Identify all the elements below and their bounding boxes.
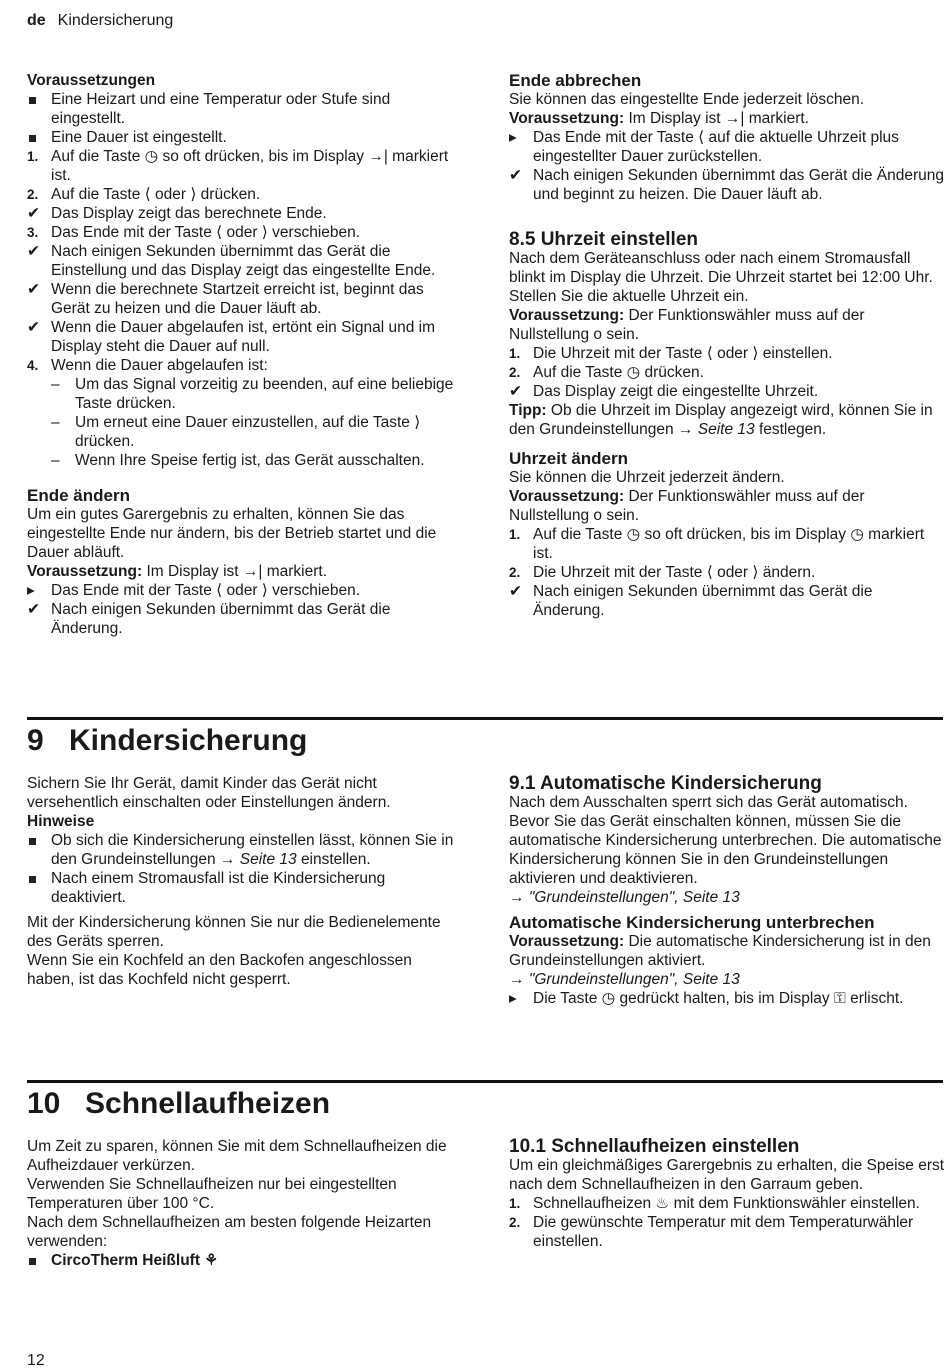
step-3: 3. Das Ende mit der Taste ⟨ oder ⟩ verschieben. [27,224,361,241]
ende-abbrechen-intro: Sie können das eingestellte Ende jederzeit löschen. [509,91,865,108]
sub-item: – Um erneut eine Dauer einzustellen, auf die Taste ⟩ drücken. [51,414,421,450]
ch9-intro: Sichern Sie Ihr Gerät, damit Kinder das Gerät nicht versehentlich einschalten oder Einstellungen ändern. [27,775,391,811]
check-icon: ✔ [509,583,522,600]
ch9-paragraph: Wenn Sie ein Kochfeld an den Backofen angeschlossen haben, ist das Kochfeld nicht gesperrt. [27,952,412,988]
check-icon: ✔ [27,281,40,298]
chapter-divider [27,1080,943,1083]
page-header [27,12,173,30]
page-link[interactable]: "Grundeinstellungen", Seite 13 [528,971,740,988]
list-item: CircoTherm Heißluft ⚘ [27,1251,463,1270]
ch9-left-column [27,774,463,989]
chapter-10-title: 10 Schnellaufheizen [27,1087,331,1120]
uhrzeit-aendern-req: Voraussetzung: Der Funktionswähler muss auf der Nullstellung o sein. [509,488,865,524]
check-icon: ✔ [509,383,522,400]
ende-aendern-intro: Um ein gutes Garergebnis zu erhalten, können Sie das eingestellte Ende nur ändern, bis der Betrieb startet und die Dauer abläuft. [27,506,437,561]
ch9-right-column [509,774,945,1008]
action-item: ▸ Die Taste ◷ gedrückt halten, bis im Display ⚿ erlischt. [509,990,904,1007]
ch10-right-column [509,1137,945,1251]
uhrzeit-tip: Tipp: Ob die Uhrzeit im Display angezeigt wird, können Sie in den Grundeinstellungen → Seite 13 festlegen. [509,402,933,438]
ende-abbrechen-heading: Ende abbrechen [509,71,642,90]
step-1: 1. Schnellaufheizen ♨ mit dem Funktionswähler einstellen. [509,1195,920,1212]
section-link: → "Grundeinstellungen", Seite 13 [509,971,740,988]
unterbrechen-req: Voraussetzung: Die automatische Kindersicherung ist in den Grundeinstellungen aktiviert. [509,933,931,969]
step-2: 2. Auf die Taste ⟨ oder ⟩ drücken. [27,186,261,203]
result-item: ✔ Das Display zeigt das berechnete Ende. [27,205,327,222]
section-9-1-heading: 9.1 Automatische Kindersicherung [509,773,822,794]
ch9-paragraph: Mit der Kindersicherung können Sie nur die Bedienelemente des Geräts sperren. [27,914,441,950]
triangle-icon: ▸ [509,129,517,146]
right-top-column [509,71,945,620]
action-item: ▸ Das Ende mit der Taste ⟨ auf die aktuelle Uhrzeit plus eingestellter Dauer zurückstellen. [509,129,899,165]
section-9-1-text: Nach dem Ausschalten sperrt sich das Gerät automatisch. Bevor Sie das Gerät einschalten können, müssen Sie die automatische Kindersicherung unterbrechen. Die automatische Kindersicherung können Sie in den Grundeinstellungen aktivieren und deaktivieren. [509,794,942,887]
ende-aendern-req: Voraussetzung: Im Display ist →| markiert. [27,563,328,580]
result-item: ✔ Nach einigen Sekunden übernimmt das Gerät die Änderung und beginnt zu heizen. Die Dauer läuft ab. [509,167,945,203]
triangle-icon: ▸ [27,582,35,599]
step-2: 2. Die Uhrzeit mit der Taste ⟨ oder ⟩ ändern. [509,564,816,581]
uhrzeit-aendern-intro: Sie können die Uhrzeit jederzeit ändern. [509,469,785,486]
list-item: Eine Dauer ist eingestellt. [27,128,463,147]
ch10-paragraph: Um Zeit zu sparen, können Sie mit dem Schnellaufheizen die Aufheizdauer verkürzen. [27,1138,447,1174]
sub-item: – Um das Signal vorzeitig zu beenden, auf eine beliebige Taste drücken. [51,376,454,412]
result-item: ✔ Nach einigen Sekunden übernimmt das Gerät die Einstellung und das Display zeigt das eingestellte Ende. [27,243,436,279]
chapter-9-title: 9 Kindersicherung [27,724,308,757]
step-1: 1. Auf die Taste ◷ so oft drücken, bis im Display ◷ markiert ist. [509,526,925,562]
unterbrechen-heading: Automatische Kindersicherung unterbrechen [509,913,875,932]
list-item: Eine Heizart und eine Temperatur oder Stufe sind eingestellt. [27,90,463,128]
language-tag: de [27,12,46,29]
list-item: Nach einem Stromausfall ist die Kindersicherung deaktiviert. [27,869,463,907]
result-item: ✔ Wenn die berechnete Startzeit erreicht ist, beginnt das Gerät zu heizen und die Dauer läuft ab. [27,281,424,317]
sub-item: – Wenn Ihre Speise fertig ist, das Gerät ausschalten. [51,452,425,469]
ch10-left-column [27,1137,463,1270]
step-2: 2. Die gewünschte Temperatur mit dem Temperaturwähler einstellen. [509,1214,914,1250]
section-10-1-text: Um ein gleichmäßiges Garergebnis zu erhalten, die Speise erst nach dem Schnellaufheizen in den Garraum geben. [509,1157,945,1193]
step-4: 4. Wenn die Dauer abgelaufen ist: [27,357,268,374]
page-link[interactable]: Seite 13 [697,421,755,438]
check-icon: ✔ [27,205,40,222]
uhrzeit-heading: 8.5 Uhrzeit einstellen [509,229,699,250]
result-item: ✔ Das Display zeigt die eingestellte Uhrzeit. [509,383,819,400]
notes-heading: Hinweise [27,813,95,830]
ch10-paragraph: Verwenden Sie Schnellaufheizen nur bei eingestellten Temperaturen über 100 °C. [27,1176,397,1212]
prereq-heading: Voraussetzungen [27,72,156,89]
ende-aendern-heading: Ende ändern [27,486,130,505]
result-item: ✔ Nach einigen Sekunden übernimmt das Gerät die Änderung. [27,601,391,637]
action-item: ▸ Das Ende mit der Taste ⟨ oder ⟩ verschieben. [27,582,361,599]
list-item: Ob sich die Kindersicherung einstellen lässt, können Sie in den Grundeinstellungen → Seite 13 einstellen. [27,831,463,869]
section-link: → "Grundeinstellungen", Seite 13 [509,889,740,906]
uhrzeit-aendern-heading: Uhrzeit ändern [509,449,629,468]
section-10-1-heading: 10.1 Schnellaufheizen einstellen [509,1136,800,1157]
page-link[interactable]: "Grundeinstellungen", Seite 13 [528,889,740,906]
result-item: ✔ Nach einigen Sekunden übernimmt das Gerät die Änderung. [509,583,873,619]
left-top-column [27,71,463,638]
chapter-divider [27,717,943,720]
ch10-paragraph: Nach dem Schnellaufheizen am besten folgende Heizarten verwenden: [27,1214,432,1250]
page-link[interactable]: Seite 13 [239,851,297,868]
result-item: ✔ Wenn die Dauer abgelaufen ist, ertönt ein Signal und im Display steht die Dauer auf null. [27,319,436,355]
ende-abbrechen-req: Voraussetzung: Im Display ist →| markiert. [509,110,810,127]
triangle-icon: ▸ [509,990,517,1007]
step-1: 1. Auf die Taste ◷ so oft drücken, bis im Display →| markiert ist. [27,148,449,184]
step-1: 1. Die Uhrzeit mit der Taste ⟨ oder ⟩ einstellen. [509,345,833,362]
check-icon: ✔ [509,167,522,184]
uhrzeit-intro: Nach dem Geräteanschluss oder nach einem Stromausfall blinkt im Display die Uhrzeit. Die Uhrzeit startet bei 12:00 Uhr. Stellen Sie die aktuelle Uhrzeit ein. [509,250,933,305]
check-icon: ✔ [27,243,40,260]
page-number: 12 [27,1352,45,1369]
header-title: Kindersicherung [57,12,174,29]
check-icon: ✔ [27,601,40,618]
step-2: 2. Auf die Taste ◷ drücken. [509,364,704,381]
check-icon: ✔ [27,319,40,336]
uhrzeit-req: Voraussetzung: Der Funktionswähler muss auf der Nullstellung o sein. [509,307,865,343]
